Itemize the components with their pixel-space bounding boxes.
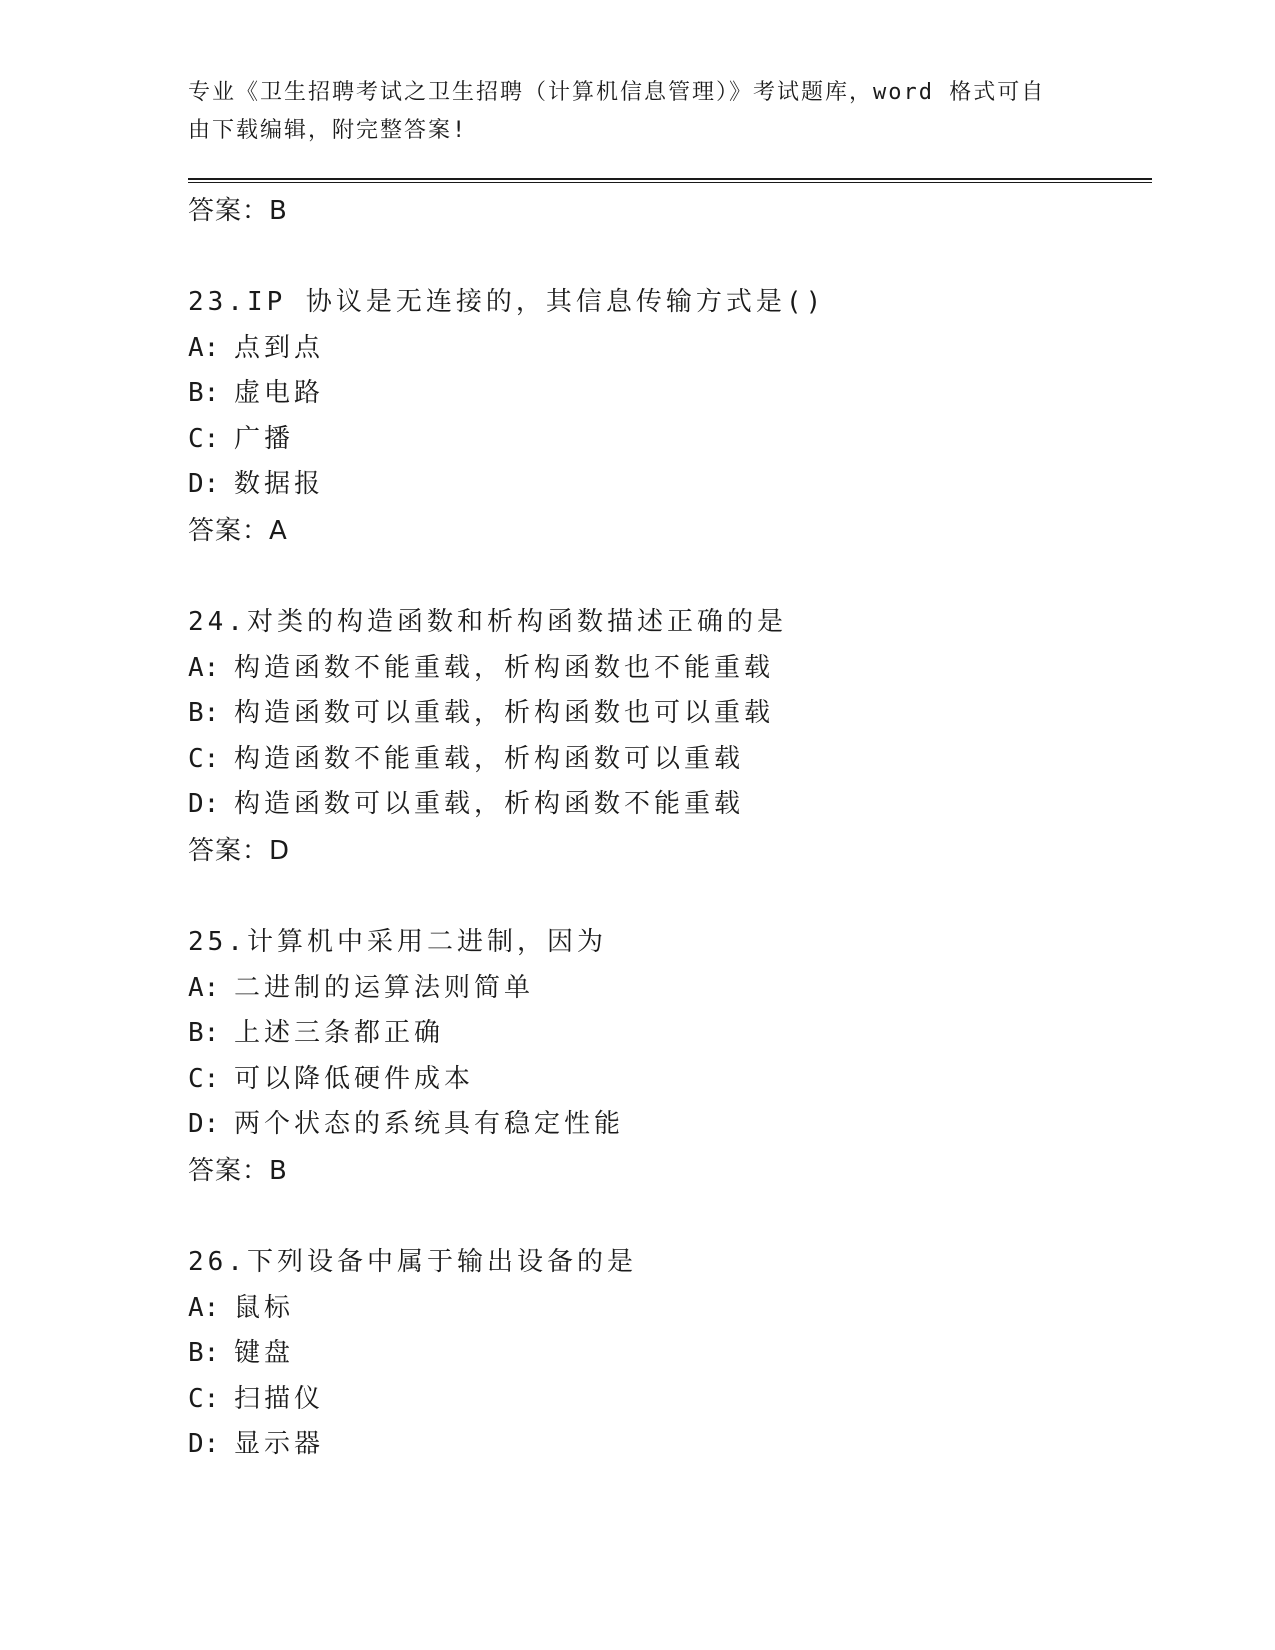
option-c [188, 737, 1152, 783]
option-b [188, 691, 1152, 737]
question-answer: 答案：D [188, 835, 291, 866]
document-header [188, 74, 1068, 150]
option-text: 广播 [234, 423, 295, 454]
option-label: D: [188, 789, 220, 820]
option-label: D: [188, 1109, 220, 1140]
option-text: 扫描仪 [234, 1383, 325, 1414]
question-25 [188, 920, 1152, 1194]
option-label: A: [188, 972, 220, 1003]
question-24 [188, 600, 1152, 874]
option-label: C: [188, 1383, 220, 1414]
option-text: 虚电路 [234, 378, 325, 409]
option-b [188, 371, 1152, 417]
option-text: 点到点 [234, 332, 325, 363]
option-text: 构造函数不能重载，析构函数可以重载 [234, 743, 745, 774]
header-divider [188, 178, 1152, 183]
option-a [188, 646, 1152, 692]
option-label: D: [188, 469, 220, 500]
option-d [188, 782, 1152, 828]
option-label: A: [188, 332, 220, 363]
question-title: 26.下列设备中属于输出设备的是 [188, 1246, 637, 1277]
option-label: C: [188, 423, 220, 454]
option-label: B: [188, 698, 220, 729]
question-answer: 答案：B [188, 1155, 288, 1186]
question-spacer [188, 1194, 1152, 1240]
question-spacer [188, 554, 1152, 600]
option-text: 二进制的运算法则简单 [234, 972, 535, 1003]
question-23 [188, 280, 1152, 554]
option-d [188, 1102, 1152, 1148]
option-a [188, 1286, 1152, 1332]
question-title: 23.IP 协议是无连接的，其信息传输方式是() [188, 287, 826, 317]
question-list [188, 188, 1152, 1468]
option-b [188, 1011, 1152, 1057]
question-title: 24.对类的构造函数和析构函数描述正确的是 [188, 606, 787, 637]
option-label: A: [188, 1292, 220, 1323]
option-text: 鼠标 [234, 1292, 295, 1323]
option-text: 两个状态的系统具有稳定性能 [234, 1109, 625, 1140]
option-text: 显示器 [234, 1429, 325, 1460]
option-label: A: [188, 652, 220, 683]
option-b [188, 1331, 1152, 1377]
option-text: 数据报 [234, 469, 325, 500]
option-c [188, 1057, 1152, 1103]
previous-answer: 答案：B [188, 196, 288, 226]
option-text: 可以降低硬件成本 [234, 1063, 475, 1094]
option-c [188, 1377, 1152, 1423]
option-label: C: [188, 1063, 220, 1094]
question-title: 25.计算机中采用二进制，因为 [188, 926, 607, 957]
option-text: 上述三条都正确 [234, 1018, 445, 1049]
option-text: 构造函数可以重载，析构函数也可以重载 [234, 698, 775, 729]
option-text: 键盘 [234, 1338, 295, 1369]
question-spacer [188, 874, 1152, 920]
header-line-1: 专业《卫生招聘考试之卫生招聘（计算机信息管理）》考试题库，word 格式可自 [188, 80, 1046, 105]
option-c [188, 417, 1152, 463]
option-d [188, 1422, 1152, 1468]
option-label: C: [188, 743, 220, 774]
header-line-2: 由下载编辑，附完整答案! [188, 118, 468, 143]
option-text: 构造函数不能重载，析构函数也不能重载 [234, 652, 775, 683]
option-d [188, 462, 1152, 508]
option-label: B: [188, 378, 220, 409]
question-26 [188, 1240, 1152, 1468]
option-a [188, 966, 1152, 1012]
question-answer: 答案：A [188, 515, 288, 546]
option-label: B: [188, 1338, 220, 1369]
option-label: D: [188, 1429, 220, 1460]
option-a [188, 326, 1152, 372]
option-text: 构造函数可以重载，析构函数不能重载 [234, 789, 745, 820]
question-spacer [188, 234, 1152, 280]
option-label: B: [188, 1018, 220, 1049]
